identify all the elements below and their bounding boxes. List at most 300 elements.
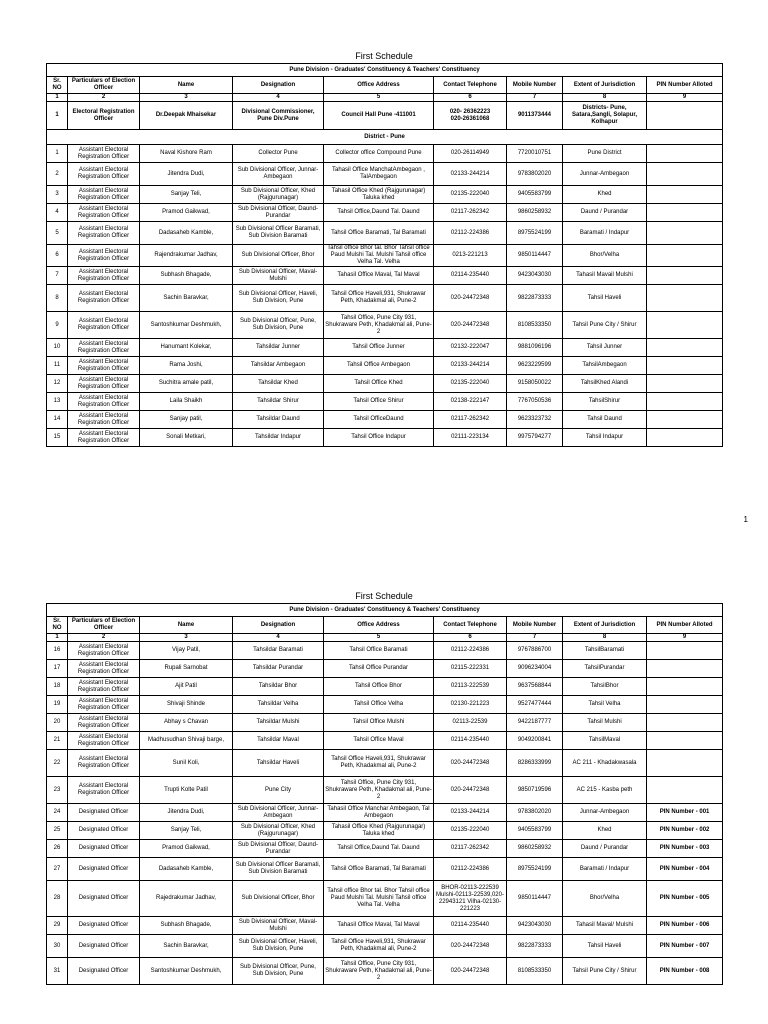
office-address-cell: Tahsil Office Maval	[324, 732, 434, 750]
sr-no-cell: 19	[47, 696, 68, 714]
jurisdiction-cell: Tahsil Pune City / Shirur	[563, 958, 647, 985]
table-row	[47, 732, 723, 750]
schedule-title: First Schedule	[355, 591, 413, 601]
designation-cell: Tahsildar Bhor	[233, 678, 324, 696]
particulars-cell: Assistant Electoral Registration Officer	[68, 145, 140, 163]
particulars-cell: Assistant Electoral Registration Officer	[68, 678, 140, 696]
telephone-cell: 02135-222040	[434, 186, 507, 204]
pin-number-cell	[647, 429, 723, 447]
designation-cell: Sub Divisional Officer, Bhor	[233, 245, 324, 267]
designation-cell: Pune City	[233, 777, 324, 804]
telephone-cell: 0213-221213	[434, 245, 507, 267]
designation-cell: Sub Divisional Officer Baramati, Sub Division Baramati	[233, 222, 324, 245]
name-cell: Sanjay Teli,	[140, 822, 233, 840]
office-address-cell: Tahsil Office Mulshi	[324, 714, 434, 732]
sr-no-cell: 15	[47, 429, 68, 447]
table-row	[47, 804, 723, 822]
pin-number-cell	[647, 642, 723, 660]
office-address-cell: Tahasil Office Khed (Rajgurunagar) Taluka khed	[324, 186, 434, 204]
particulars-cell: Designated Officer	[68, 881, 140, 917]
sr-no-cell: 12	[47, 375, 68, 393]
pin-number-cell	[647, 411, 723, 429]
particulars-cell: Assistant Electoral Registration Officer	[68, 393, 140, 411]
mobile-cell: 8975524199	[507, 858, 563, 881]
name-cell: Sachin Baravkar,	[140, 285, 233, 312]
table-row	[47, 660, 723, 678]
name-cell: Rupali Sarnobat	[140, 660, 233, 678]
telephone-cell: 02133-244214	[434, 804, 507, 822]
jurisdiction-cell: Districts- Pune, Satara,Sangli, Solapur, Kolhapur	[563, 102, 647, 130]
telephone-cell: 02133-244214	[434, 357, 507, 375]
sr-no-cell: 31	[47, 958, 68, 985]
constituency-band: Pune Division - Graduates' Constituency & Teachers' Constituency	[47, 604, 723, 617]
sr-no-cell: 6	[47, 245, 68, 267]
name-cell: Shivaji Shinde	[140, 696, 233, 714]
office-address-cell: Tahsil Office Haveli,931, Shukrawar Peth, Khadakmal ali, Pune-2	[324, 285, 434, 312]
designation-cell: Sub Divisional Officer, Junnar-Ambegaon	[233, 804, 324, 822]
name-cell: Pramod Gaikwad,	[140, 204, 233, 222]
pin-number-cell	[647, 678, 723, 696]
sr-no-cell: 27	[47, 858, 68, 881]
sr-no-cell: 9	[47, 312, 68, 339]
office-address-cell: Tahsil Office Velha	[324, 696, 434, 714]
name-cell: Sanjay patil,	[140, 411, 233, 429]
jurisdiction-cell: Khed	[563, 186, 647, 204]
jurisdiction-cell: TahsilPurandar	[563, 660, 647, 678]
table-row	[47, 881, 723, 917]
mobile-cell: 9623229599	[507, 357, 563, 375]
pin-number-cell	[647, 357, 723, 375]
sr-no-cell: 2	[47, 163, 68, 186]
telephone-cell: 02117-262342	[434, 840, 507, 858]
table-row	[47, 339, 723, 357]
particulars-cell: Designated Officer	[68, 935, 140, 958]
pin-number-cell: PIN Number - 008	[647, 958, 723, 985]
jurisdiction-cell: Tahsil Indapur	[563, 429, 647, 447]
office-address-cell: Council Hall Pune -411001	[324, 102, 434, 130]
name-cell: Sonali Metkari,	[140, 429, 233, 447]
header-row	[47, 77, 723, 94]
name-cell: Dr.Deepak Mhaisekar	[140, 102, 233, 130]
table-row	[47, 858, 723, 881]
telephone-cell: 02132-222047	[434, 339, 507, 357]
column-number: 6	[434, 94, 507, 102]
telephone-cell: 020-24472348	[434, 777, 507, 804]
name-cell: Sanjay Teli,	[140, 186, 233, 204]
telephone-cell: 02114-235440	[434, 732, 507, 750]
jurisdiction-cell: TahsilShirur	[563, 393, 647, 411]
telephone-cell: 02114-235440	[434, 267, 507, 285]
mobile-cell: 9637568844	[507, 678, 563, 696]
name-cell: Abhay s Chavan	[140, 714, 233, 732]
particulars-cell: Assistant Electoral Registration Officer	[68, 267, 140, 285]
name-cell: Rajendrakumar Jadhav,	[140, 245, 233, 267]
mobile-cell: 9850719596	[507, 777, 563, 804]
mobile-cell: 8286333999	[507, 750, 563, 777]
column-number: 9	[647, 94, 723, 102]
jurisdiction-cell: Junnar-Ambegaon	[563, 163, 647, 186]
table-row	[47, 245, 723, 267]
designation-cell: Tahsildar Mulshi	[233, 714, 324, 732]
name-cell: Dadasaheb Kamble,	[140, 858, 233, 881]
jurisdiction-cell: TahsilBhor	[563, 678, 647, 696]
office-address-cell: Tahsil Office, Pune City 931, Shukraware Peth, Khadakmal ali, Pune-2	[324, 312, 434, 339]
name-cell: Subhash Bhagade,	[140, 267, 233, 285]
mobile-cell: 9423043030	[507, 267, 563, 285]
jurisdiction-cell: Tahsil Junner	[563, 339, 647, 357]
designation-cell: Tahsildar Haveli	[233, 750, 324, 777]
mobile-cell: 9527477444	[507, 696, 563, 714]
sr-no-cell: 3	[47, 186, 68, 204]
telephone-cell: 02117-262342	[434, 411, 507, 429]
designation-cell: Sub Divisional Officer, Maval-Mulshi	[233, 267, 324, 285]
table-row	[47, 642, 723, 660]
jurisdiction-cell: Tahsil Haveli	[563, 285, 647, 312]
particulars-cell: Assistant Electoral Registration Officer	[68, 375, 140, 393]
office-address-cell: Tahsil Office Shirur	[324, 393, 434, 411]
column-number: 1	[47, 94, 68, 102]
pin-number-cell: PIN Number - 001	[647, 804, 723, 822]
table-row	[47, 267, 723, 285]
column-number-row	[47, 634, 723, 642]
mobile-cell: 9405583799	[507, 822, 563, 840]
table-row	[47, 357, 723, 375]
jurisdiction-cell: Pune District	[563, 145, 647, 163]
table-row	[47, 312, 723, 339]
column-number: 5	[324, 94, 434, 102]
name-cell: Naval Kishore Ram	[140, 145, 233, 163]
table-row	[47, 750, 723, 777]
column-number: 2	[68, 94, 140, 102]
mobile-cell: 7720010751	[507, 145, 563, 163]
column-number: 9	[647, 634, 723, 642]
telephone-cell: 02135-222040	[434, 822, 507, 840]
particulars-cell: Designated Officer	[68, 917, 140, 935]
telephone-cell: 02111-223134	[434, 429, 507, 447]
designation-cell: Tahsildar Baramati	[233, 642, 324, 660]
constituency-band: Pune Division - Graduates' Constituency & Teachers' Constituency	[47, 64, 723, 77]
district-row	[47, 130, 723, 145]
table-row	[47, 678, 723, 696]
designation-cell: Tahsildar Khed	[233, 375, 324, 393]
telephone-cell: 020- 26362223 020-26361068	[434, 102, 507, 130]
name-cell: Trupti Kolte Patil	[140, 777, 233, 804]
telephone-cell: 020-24472348	[434, 750, 507, 777]
sr-no-cell: 10	[47, 339, 68, 357]
mobile-cell: 9850114447	[507, 245, 563, 267]
column-header: Mobile Number	[507, 77, 563, 94]
telephone-cell: 02112-224386	[434, 642, 507, 660]
sr-no-cell: 1	[47, 145, 68, 163]
telephone-cell: 02113-22539	[434, 714, 507, 732]
sr-no-cell: 21	[47, 732, 68, 750]
jurisdiction-cell: AC 211 - Khadakwasala	[563, 750, 647, 777]
jurisdiction-cell: Tahasil Mavail Mulshi	[563, 267, 647, 285]
particulars-cell: Assistant Electoral Registration Officer	[68, 429, 140, 447]
designation-cell: Divisional Commissioner, Pune Div.Pune	[233, 102, 324, 130]
sr-no-cell: 24	[47, 804, 68, 822]
district-heading: District - Pune	[47, 130, 723, 145]
sr-no-cell: 16	[47, 642, 68, 660]
name-cell: Dadasaheb Kamble,	[140, 222, 233, 245]
mobile-cell: 9822873333	[507, 935, 563, 958]
table-row	[47, 222, 723, 245]
column-number: 7	[507, 94, 563, 102]
pin-number-cell	[647, 312, 723, 339]
office-address-cell: Tahsil Office,Daund Tal. Daund	[324, 840, 434, 858]
telephone-cell: 020-26114949	[434, 145, 507, 163]
pin-number-cell	[647, 777, 723, 804]
mobile-cell: 9822873333	[507, 285, 563, 312]
name-cell: Vijay Patil,	[140, 642, 233, 660]
particulars-cell: Assistant Electoral Registration Officer	[68, 750, 140, 777]
office-address-cell: Tahasil Office Maval, Tal Maval	[324, 917, 434, 935]
column-header: Contact Telephone	[434, 77, 507, 94]
designation-cell: Tahsildar Maval	[233, 732, 324, 750]
office-address-cell: Tahsil Office Khed	[324, 375, 434, 393]
particulars-cell: Assistant Electoral Registration Officer	[68, 186, 140, 204]
table-row	[47, 375, 723, 393]
telephone-cell: 020-24472348	[434, 935, 507, 958]
mobile-cell: 9860258932	[507, 840, 563, 858]
telephone-cell: 02138-222147	[434, 393, 507, 411]
designation-cell: Sub Divisional Officer, Pune, Sub Division, Pune	[233, 312, 324, 339]
sr-no-cell: 26	[47, 840, 68, 858]
designation-cell: Tahsildar Indapur	[233, 429, 324, 447]
jurisdiction-cell: Baramati / Indapur	[563, 222, 647, 245]
jurisdiction-cell: TahsilBaramati	[563, 642, 647, 660]
pin-number-cell	[647, 714, 723, 732]
designation-cell: Sub Divisional Officer Baramati, Sub Division Baramati	[233, 858, 324, 881]
sr-no-cell: 20	[47, 714, 68, 732]
mobile-cell: 9881096196	[507, 339, 563, 357]
telephone-cell: 02113-222539	[434, 678, 507, 696]
constituency-band-row	[47, 604, 723, 617]
designation-cell: Tahsildar Junner	[233, 339, 324, 357]
pin-number-cell: PIN Number - 003	[647, 840, 723, 858]
column-number: 4	[233, 634, 324, 642]
column-header: Particulars of Election Officer	[68, 77, 140, 94]
particulars-cell: Assistant Electoral Registration Officer	[68, 312, 140, 339]
designation-cell: Sub Divisional Officer, Haveli, Sub Division, Pune	[233, 935, 324, 958]
pin-number-cell	[647, 145, 723, 163]
office-address-cell: Collector office Compound Pune	[324, 145, 434, 163]
table-row	[47, 145, 723, 163]
office-address-cell: Tahasil Office Khed (Rajgurunagar) Taluka khed	[324, 822, 434, 840]
telephone-cell: 020-24472348	[434, 312, 507, 339]
name-cell: Pramod Gaikwad,	[140, 840, 233, 858]
schedule-title: First Schedule	[355, 51, 413, 61]
mobile-cell: 9783802020	[507, 163, 563, 186]
column-header: Sr. NO	[47, 617, 68, 634]
table-row	[47, 102, 723, 130]
pin-number-cell	[647, 102, 723, 130]
sr-no-cell: 28	[47, 881, 68, 917]
office-address-cell: Tahsil office Bhor tal. Bhor Tahsil office Paud Mulshi Tal. Mulshi Tahsil office Velha Tal. Velha	[324, 881, 434, 917]
jurisdiction-cell: Tahsil Mulshi	[563, 714, 647, 732]
jurisdiction-cell: Tahsil Velha	[563, 696, 647, 714]
table-row	[47, 840, 723, 858]
column-header: Designation	[233, 617, 324, 634]
jurisdiction-cell: Baramati / Indapur	[563, 858, 647, 881]
sr-no-cell: 29	[47, 917, 68, 935]
jurisdiction-cell: TahsilMaval	[563, 732, 647, 750]
particulars-cell: Assistant Electoral Registration Officer	[68, 777, 140, 804]
mobile-cell: 9767886700	[507, 642, 563, 660]
pin-number-cell: PIN Number - 007	[647, 935, 723, 958]
table-row	[47, 204, 723, 222]
office-address-cell: Tahsil Office Baramati	[324, 642, 434, 660]
office-address-cell: Tahsil Office Ambegaon	[324, 357, 434, 375]
designation-cell: Sub Divisional Officer, Pune, Sub Division, Pune	[233, 958, 324, 985]
pin-number-cell	[647, 245, 723, 267]
designation-cell: Sub Divisional Officer, Daund-Purandar	[233, 204, 324, 222]
table-row	[47, 393, 723, 411]
name-cell: Rama Joshi,	[140, 357, 233, 375]
schedule-page-1	[46, 50, 722, 447]
particulars-cell: Assistant Electoral Registration Officer	[68, 696, 140, 714]
column-header: PIN Number Alloted	[647, 77, 723, 94]
column-header: PIN Number Alloted	[647, 617, 723, 634]
column-number: 8	[563, 634, 647, 642]
sr-no-cell: 17	[47, 660, 68, 678]
particulars-cell: Designated Officer	[68, 822, 140, 840]
particulars-cell: Designated Officer	[68, 858, 140, 881]
office-address-cell: Tahsil Office Haveli,931, Shukrawar Peth, Khadakmal ali, Pune-2	[324, 750, 434, 777]
jurisdiction-cell: Tahsil Pune City / Shirur	[563, 312, 647, 339]
jurisdiction-cell: Junnar-Ambegaon	[563, 804, 647, 822]
jurisdiction-cell: Tahsil Daund	[563, 411, 647, 429]
table-row	[47, 163, 723, 186]
particulars-cell: Assistant Electoral Registration Officer	[68, 642, 140, 660]
telephone-cell: 02135-222040	[434, 375, 507, 393]
mobile-cell: 9422187777	[507, 714, 563, 732]
name-cell: Madhusudhan Shivaji barge,	[140, 732, 233, 750]
column-number: 4	[233, 94, 324, 102]
office-address-cell: Tahsil Office Haveli,931, Shukrawar Peth, Khadakmal ali, Pune-2	[324, 935, 434, 958]
column-header: Name	[140, 77, 233, 94]
mobile-cell: 9850114447	[507, 881, 563, 917]
table-row	[47, 429, 723, 447]
sr-no-cell: 5	[47, 222, 68, 245]
schedule-table	[46, 603, 723, 985]
jurisdiction-cell: TahsilKhed Alandi	[563, 375, 647, 393]
telephone-cell: 02115-222331	[434, 660, 507, 678]
mobile-cell: 8108533350	[507, 958, 563, 985]
name-cell: Santoshkumar Deshmukh,	[140, 958, 233, 985]
particulars-cell: Designated Officer	[68, 804, 140, 822]
name-cell: Jitendra Dudi,	[140, 804, 233, 822]
particulars-cell: Assistant Electoral Registration Officer	[68, 357, 140, 375]
table-row	[47, 696, 723, 714]
telephone-cell: BHOR-02113-222539 Mulshi-02113-22539,020-22943121 Vilha-02130-221223	[434, 881, 507, 917]
table-row	[47, 777, 723, 804]
designation-cell: Tahsildar Ambegaon	[233, 357, 324, 375]
column-header: Office Address	[324, 617, 434, 634]
pin-number-cell	[647, 660, 723, 678]
mobile-cell: 9975794277	[507, 429, 563, 447]
column-header: Office Address	[324, 77, 434, 94]
designation-cell: Sub Divisional Officer, Maval-Mulshi	[233, 917, 324, 935]
designation-cell: Tahsildar Velha	[233, 696, 324, 714]
column-header: Name	[140, 617, 233, 634]
sr-no-cell: 25	[47, 822, 68, 840]
sr-no-cell: 8	[47, 285, 68, 312]
designation-cell: Collector Pune	[233, 145, 324, 163]
pin-number-cell	[647, 285, 723, 312]
mobile-cell: 9011373444	[507, 102, 563, 130]
mobile-cell: 8108533350	[507, 312, 563, 339]
sr-no-cell: 4	[47, 204, 68, 222]
particulars-cell: Assistant Electoral Registration Officer	[68, 204, 140, 222]
office-address-cell: Tahasil Office Manchar Ambegaon, Tal Ambegaon	[324, 804, 434, 822]
sr-no-cell: 13	[47, 393, 68, 411]
table-row	[47, 186, 723, 204]
jurisdiction-cell: TahsilAmbegaon	[563, 357, 647, 375]
mobile-cell: 9860258932	[507, 204, 563, 222]
column-header: Contact Telephone	[434, 617, 507, 634]
particulars-cell: Designated Officer	[68, 840, 140, 858]
name-cell: Sunil Koli,	[140, 750, 233, 777]
table-row	[47, 714, 723, 732]
designation-cell: Tahsildar Purandar	[233, 660, 324, 678]
pin-number-cell	[647, 732, 723, 750]
schedule-page-2	[46, 590, 722, 985]
sr-no-cell: 22	[47, 750, 68, 777]
pin-number-cell	[647, 186, 723, 204]
telephone-cell: 020-24472348	[434, 958, 507, 985]
table-row	[47, 935, 723, 958]
jurisdiction-cell: Bhor/Velha	[563, 881, 647, 917]
pin-number-cell	[647, 204, 723, 222]
mobile-cell: 9623323732	[507, 411, 563, 429]
particulars-cell: Assistant Electoral Registration Officer	[68, 660, 140, 678]
pin-number-cell	[647, 696, 723, 714]
column-number: 6	[434, 634, 507, 642]
name-cell: Suchitra amale patil,	[140, 375, 233, 393]
pin-number-cell: PIN Number - 004	[647, 858, 723, 881]
sr-no-cell: 23	[47, 777, 68, 804]
mobile-cell: 9096234004	[507, 660, 563, 678]
column-number: 3	[140, 94, 233, 102]
name-cell: Hanumant Kolekar,	[140, 339, 233, 357]
name-cell: Jitendra Dudi,	[140, 163, 233, 186]
mobile-cell: 9405583799	[507, 186, 563, 204]
column-number: 1	[47, 634, 68, 642]
telephone-cell: 02133-244214	[434, 163, 507, 186]
column-number: 7	[507, 634, 563, 642]
pin-number-cell	[647, 163, 723, 186]
table-row	[47, 411, 723, 429]
office-address-cell: Tahsil Office Purandar	[324, 660, 434, 678]
designation-cell: Sub Divisional Officer, Junnar-Ambegaon	[233, 163, 324, 186]
particulars-cell: Assistant Electoral Registration Officer	[68, 163, 140, 186]
page-number: 1	[743, 515, 748, 524]
particulars-cell: Assistant Electoral Registration Officer	[68, 714, 140, 732]
mobile-cell: 9049200841	[507, 732, 563, 750]
office-address-cell: Tahasil Office ManchatAmbegaon , TalAmbegaon	[324, 163, 434, 186]
particulars-cell: Assistant Electoral Registration Officer	[68, 339, 140, 357]
office-address-cell: Tahsil office Bhor tal. Bhor Tahsil office Paud Mulshi Tal. Mulshi Tahsil office Velha Tal. Velha	[324, 245, 434, 267]
mobile-cell: 9423043030	[507, 917, 563, 935]
particulars-cell: Assistant Electoral Registration Officer	[68, 245, 140, 267]
column-number: 2	[68, 634, 140, 642]
sr-no-cell: 11	[47, 357, 68, 375]
office-address-cell: Tahsil Office, Pune City 931, Shukraware Peth, Khadakmal ali, Pune-2	[324, 777, 434, 804]
schedule-table	[46, 63, 723, 447]
table-row	[47, 917, 723, 935]
sr-no-cell: 7	[47, 267, 68, 285]
